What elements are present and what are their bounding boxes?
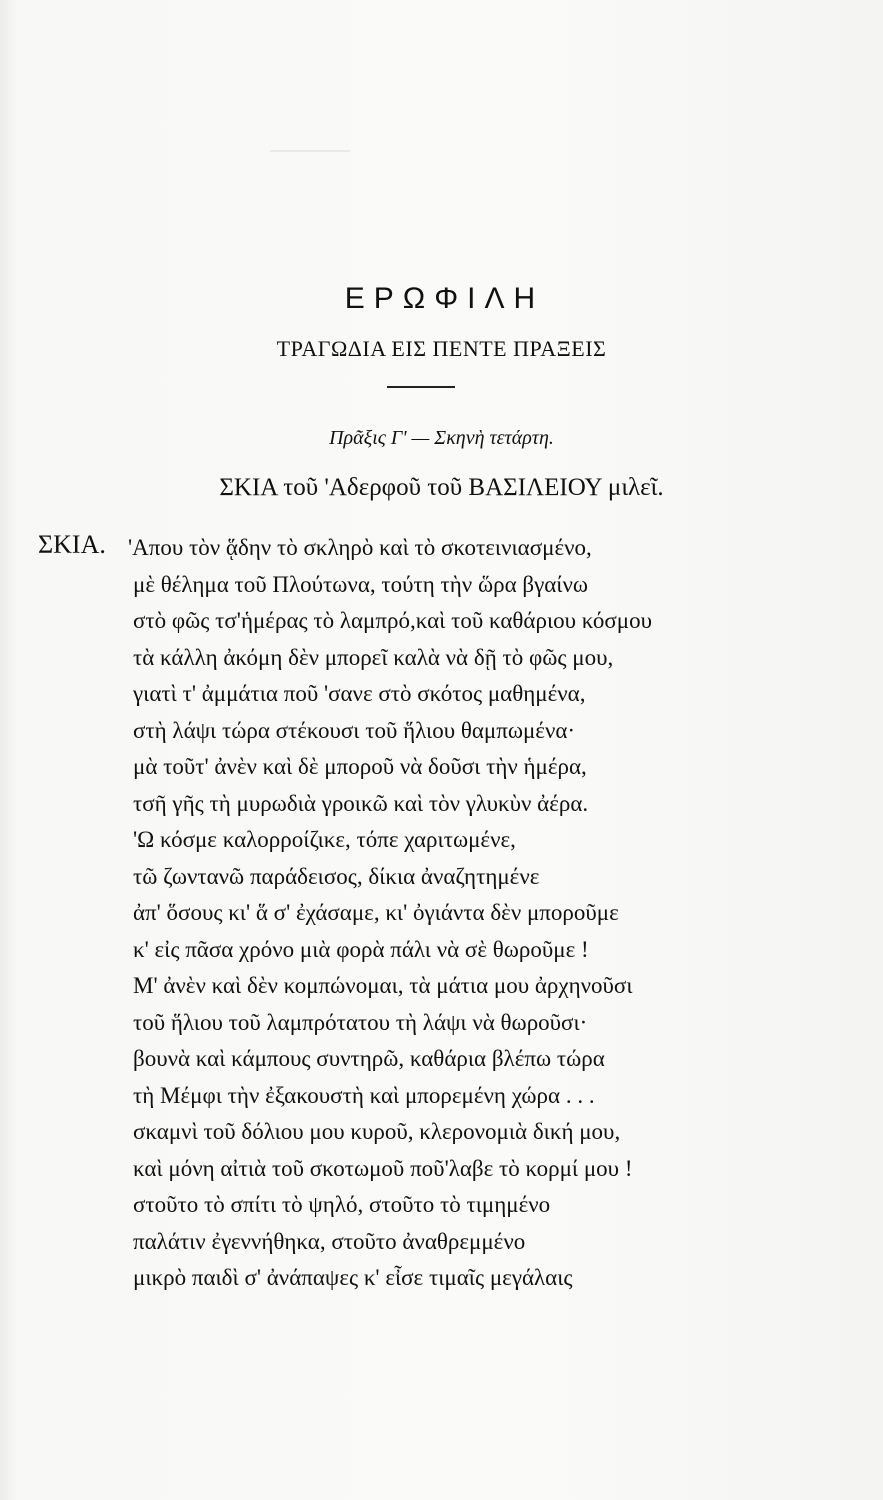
page-title: ΕΡΩΦΙΛΗ (344, 282, 545, 315)
speaker-heading: ΣΚΙΑ τοῦ 'Αδερφοῦ τοῦ ΒΑΣΙΛΕΙΟΥ μιλεῖ. (219, 474, 664, 501)
verse-line: στὸ φῶς τσ'ἡμέρας τὸ λαμπρό,καὶ τοῦ καθάριου κόσμου (133, 608, 652, 633)
verse-line: μὲ θέλημα τοῦ Πλούτωνα, τούτη τὴν ὥρα βγαίνω (133, 571, 589, 597)
speaker-label: ΣΚΙΑ. (38, 530, 106, 559)
verse-line: τὴ Μέμφι τὴν ἐξακουστὴ καὶ μπορεμένη χώρα . . . (133, 1082, 595, 1108)
verse-line: 'Απου τὸν ᾅδην τὸ σκληρὸ καὶ τὸ σκοτεινιασμένο, (128, 535, 592, 560)
verse-line: ἀπ' ὅσους κι' ἅ σ' ἐχάσαμε, κι' ὀγιάντα δὲν μποροῦμε (133, 900, 619, 925)
verse-line: παλάτιν ἐγεννήθηκα, στοῦτο ἀναθρεμμένο (133, 1228, 526, 1254)
verse-line: στοῦτο τὸ σπίτι τὸ ψηλό, στοῦτο τὸ τιμημένο (133, 1192, 551, 1217)
verse-line: τὰ κάλλη ἀκόμη δὲν μπορεῖ καλὰ νὰ δῇ τὸ φῶς μου, (133, 644, 614, 670)
verse-line: καὶ μόνη αἰτιὰ τοῦ σκοτωμοῦ ποῦ'λαβε τὸ κορμί μου ! (133, 1155, 633, 1181)
act-scene-heading: Πρᾶξις Γ' — Σκηνὴ τετάρτη. (329, 427, 554, 449)
bleed-through-mark (270, 150, 350, 152)
verse-line: μικρὸ παιδὶ σ' ἀνάπαψες κ' εἶσε τιμαῖς μεγάλαις (133, 1265, 573, 1290)
verse-line: τῶ ζωντανῶ παράδεισος, δίκια ἀναζητημένε (133, 863, 540, 889)
verse-line: κ' εἰς πᾶσα χρόνο μιὰ φορὰ πάλι νὰ σὲ θωροῦμε ! (133, 936, 589, 962)
verse-line: στὴ λάψι τώρα στέκουσι τοῦ ἥλιου θαμπωμένα· (133, 717, 576, 743)
verse-line: μὰ τοῦτ' ἀνὲν καὶ δὲ μποροῦ νὰ δοῦσι τὴν ἡμέρα, (133, 754, 587, 779)
verse-line: σκαμνὶ τοῦ δόλιου μου κυροῦ, κλερονομιὰ δική μου, (133, 1119, 621, 1144)
verse-line: τοῦ ἥλιου τοῦ λαμπρότατου τὴ λάψι νὰ θωροῦσι· (133, 1009, 588, 1035)
verse-line: γιατὶ τ' ἀμμάτια ποῦ 'σανε στὸ σκότος μαθημένα, (133, 681, 586, 706)
verse-line: 'Ω κόσμε καλορροίζικε, τόπε χαριτωμένε, (133, 827, 516, 852)
page-subtitle: ΤΡΑΓΩΔΙΑ ΕΙΣ ΠΕΝΤΕ ΠΡΑΞΕΙΣ (276, 336, 607, 361)
verse-line: Μ' ἀνὲν καὶ δὲν κομπώνομαι, τὰ μάτια μου ἀρχηνοῦσι (133, 973, 633, 998)
title-rule (387, 386, 455, 388)
verse-line: βουνὰ καὶ κάμπους συντηρῶ, καθάρια βλέπω τώρα (133, 1046, 605, 1071)
verse-list (128, 530, 652, 1297)
verse-line: τσῆ γῆς τὴ μυρωδιὰ γροικῶ καὶ τὸν γλυκὺν ἀέρα. (133, 790, 589, 816)
